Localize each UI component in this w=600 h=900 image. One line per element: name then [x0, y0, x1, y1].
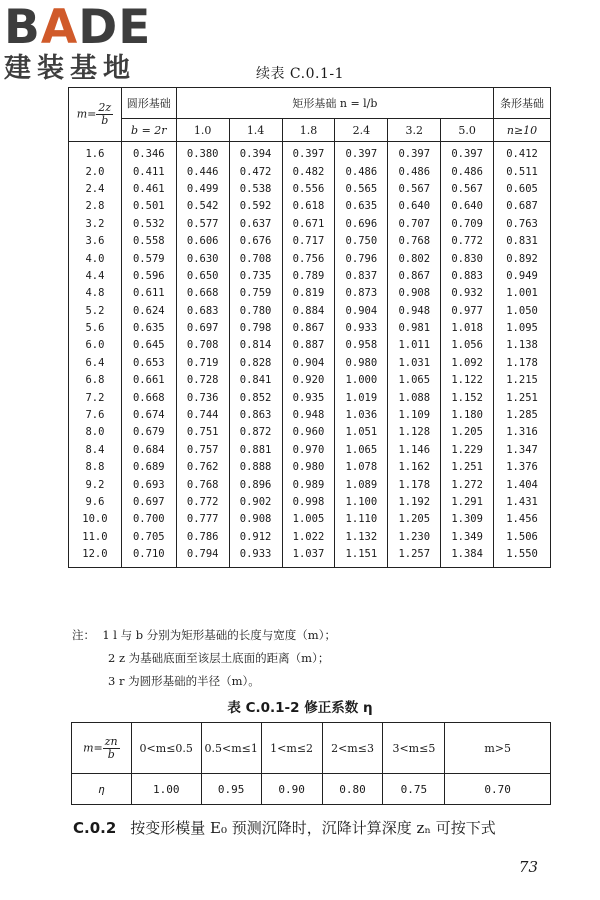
coefficient-cell: 0.567: [388, 181, 441, 198]
coefficient-cell: 0.486: [388, 163, 441, 180]
coefficient-cell: 1.022: [282, 529, 335, 546]
coefficient-cell: 0.884: [282, 303, 335, 320]
coefficient-cell: 0.700: [121, 511, 176, 528]
m-value-cell: 8.0: [69, 424, 122, 441]
table-row: [69, 407, 551, 424]
coefficient-cell: 0.828: [229, 355, 282, 372]
eta-value: 0.95: [201, 774, 261, 805]
coefficient-cell: 0.397: [388, 142, 441, 164]
coefficient-cell: 0.596: [121, 268, 176, 285]
coefficient-cell: 0.637: [229, 216, 282, 233]
coefficient-cell: 0.904: [282, 355, 335, 372]
coefficient-cell: 1.285: [494, 407, 551, 424]
coefficient-cell: 0.592: [229, 198, 282, 215]
coefficient-cell: 1.272: [441, 476, 494, 493]
coefficient-cell: 0.501: [121, 198, 176, 215]
coefficient-cell: 0.831: [494, 233, 551, 250]
coefficient-cell: 1.128: [388, 424, 441, 441]
coefficient-cell: 0.412: [494, 142, 551, 164]
coefficient-cell: 0.789: [282, 268, 335, 285]
coefficient-cell: 0.768: [388, 233, 441, 250]
table-row: [69, 459, 551, 476]
coefficient-cell: 0.896: [229, 476, 282, 493]
m-value-cell: 7.6: [69, 407, 122, 424]
m-range-cell: 0<m≤0.5: [131, 723, 201, 774]
coefficient-cell: 0.830: [441, 250, 494, 267]
coefficient-cell: 0.948: [388, 303, 441, 320]
coefficient-cell: 0.618: [282, 198, 335, 215]
coefficient-cell: 0.841: [229, 372, 282, 389]
n-value-header: 3.2: [388, 119, 441, 142]
rect-foundation-header: 矩形基础 n = l/b: [176, 88, 493, 119]
table-notes: [72, 624, 336, 693]
coefficient-cell: 0.958: [335, 337, 388, 354]
coefficient-cell: 0.750: [335, 233, 388, 250]
table-row: [69, 424, 551, 441]
coefficient-cell: 1.051: [335, 424, 388, 441]
coefficient-cell: 0.970: [282, 442, 335, 459]
coefficient-cell: 1.347: [494, 442, 551, 459]
coefficient-cell: 0.630: [176, 250, 229, 267]
m-value-cell: 11.0: [69, 529, 122, 546]
coefficient-cell: 0.668: [176, 285, 229, 302]
note-item: 1 l 与 b 分别为矩形基础的长度与宽度（m）；: [102, 628, 336, 642]
coefficient-cell: 0.759: [229, 285, 282, 302]
table-row: [69, 303, 551, 320]
coefficient-cell: 0.567: [441, 181, 494, 198]
coefficient-cell: 0.935: [282, 389, 335, 406]
table-row: [69, 181, 551, 198]
coefficient-cell: 0.796: [335, 250, 388, 267]
m-value-cell: 8.8: [69, 459, 122, 476]
coefficient-cell: 0.756: [282, 250, 335, 267]
coefficient-cell: 0.397: [282, 142, 335, 164]
coefficient-cell: 0.814: [229, 337, 282, 354]
n-value-header: 1.4: [229, 119, 282, 142]
coefficient-cell: 0.989: [282, 476, 335, 493]
coefficient-cell: 0.411: [121, 163, 176, 180]
m-value-cell: 4.8: [69, 285, 122, 302]
m-value-cell: 8.4: [69, 442, 122, 459]
coefficient-cell: 0.873: [335, 285, 388, 302]
coefficient-cell: 0.708: [176, 337, 229, 354]
coefficient-cell: 0.751: [176, 424, 229, 441]
coefficient-cell: 0.482: [282, 163, 335, 180]
coefficient-cell: 0.912: [229, 529, 282, 546]
coefficient-cell: 1.316: [494, 424, 551, 441]
coefficient-cell: 1.089: [335, 476, 388, 493]
coefficient-cell: 0.671: [282, 216, 335, 233]
coefficient-cell: 1.122: [441, 372, 494, 389]
coefficient-cell: 0.872: [229, 424, 282, 441]
clause-text: 按变形模量 E₀ 预测沉降时，沉降计算深度 zₙ 可按下式: [130, 819, 496, 837]
coefficient-cell: 0.696: [335, 216, 388, 233]
coefficient-cell: 0.605: [494, 181, 551, 198]
coefficient-cell: 0.948: [282, 407, 335, 424]
m-value-cell: 5.6: [69, 320, 122, 337]
coefficient-cell: 1.056: [441, 337, 494, 354]
coefficient-cell: 0.380: [176, 142, 229, 164]
table2-title: 表 C.0.1-2 修正系数 η: [227, 700, 373, 716]
coefficient-cell: 0.798: [229, 320, 282, 337]
coefficient-cell: 0.674: [121, 407, 176, 424]
m-value-cell: 7.2: [69, 389, 122, 406]
coefficient-cell: 0.565: [335, 181, 388, 198]
n-value-header: 2.4: [335, 119, 388, 142]
coefficient-cell: 0.486: [335, 163, 388, 180]
coefficient-cell: 1.109: [388, 407, 441, 424]
coefficient-cell: 0.684: [121, 442, 176, 459]
coefficient-cell: 1.162: [388, 459, 441, 476]
coefficient-cell: 0.624: [121, 303, 176, 320]
m-value-cell: 3.6: [69, 233, 122, 250]
table-row: [69, 198, 551, 215]
coefficient-cell: 1.095: [494, 320, 551, 337]
coefficient-cell: 0.736: [176, 389, 229, 406]
coefficient-cell: 1.110: [335, 511, 388, 528]
m-value-cell: 6.8: [69, 372, 122, 389]
m-value-cell: 6.4: [69, 355, 122, 372]
table-row: [69, 216, 551, 233]
coefficient-cell: 0.998: [282, 494, 335, 511]
coefficient-cell: 1.192: [388, 494, 441, 511]
coefficient-cell: 0.719: [176, 355, 229, 372]
coefficient-cell: 0.786: [176, 529, 229, 546]
coefficient-cell: 1.178: [388, 476, 441, 493]
eta-value: 0.80: [322, 774, 383, 805]
coefficient-cell: 0.511: [494, 163, 551, 180]
coefficient-cell: 0.532: [121, 216, 176, 233]
coefficient-cell: 0.780: [229, 303, 282, 320]
coefficient-cell: 0.394: [229, 142, 282, 164]
coefficient-cell: 1.132: [335, 529, 388, 546]
table-row: [69, 529, 551, 546]
coefficient-cell: 0.577: [176, 216, 229, 233]
coefficient-cell: 0.933: [229, 546, 282, 568]
table-row: [69, 320, 551, 337]
coefficient-cell: 0.709: [441, 216, 494, 233]
coefficient-cell: 0.762: [176, 459, 229, 476]
coefficient-cell: 0.852: [229, 389, 282, 406]
coefficient-cell: 0.676: [229, 233, 282, 250]
coefficient-cell: 0.640: [441, 198, 494, 215]
coefficient-cell: 0.772: [441, 233, 494, 250]
coefficient-cell: 0.837: [335, 268, 388, 285]
coefficient-cell: 1.000: [335, 372, 388, 389]
clause-c02: [73, 817, 496, 838]
n-value-header: 1.8: [282, 119, 335, 142]
eta-label: η: [72, 774, 132, 805]
coefficient-cell: 0.653: [121, 355, 176, 372]
coefficient-cell: 0.693: [121, 476, 176, 493]
coefficient-cell: 0.645: [121, 337, 176, 354]
coefficient-cell: 0.558: [121, 233, 176, 250]
coefficient-cell: 0.499: [176, 181, 229, 198]
settlement-coefficient-table: [68, 87, 551, 568]
coefficient-cell: 0.960: [282, 424, 335, 441]
t2-m-header: m= $\frac{zn}{b}$: [72, 723, 132, 774]
eta-value: 0.70: [445, 774, 551, 805]
coefficient-cell: 1.251: [494, 389, 551, 406]
coefficient-cell: 0.980: [282, 459, 335, 476]
coefficient-cell: 1.146: [388, 442, 441, 459]
coefficient-cell: 1.291: [441, 494, 494, 511]
coefficient-cell: 0.556: [282, 181, 335, 198]
coefficient-cell: 0.757: [176, 442, 229, 459]
coefficient-cell: 1.431: [494, 494, 551, 511]
coefficient-cell: 1.078: [335, 459, 388, 476]
coefficient-cell: 1.005: [282, 511, 335, 528]
strip-foundation-header: 条形基础: [494, 88, 551, 119]
coefficient-cell: 1.384: [441, 546, 494, 568]
m-value-cell: 2.4: [69, 181, 122, 198]
table-row: [69, 233, 551, 250]
coefficient-cell: 1.065: [388, 372, 441, 389]
table-row: [69, 476, 551, 493]
coefficient-cell: 0.867: [282, 320, 335, 337]
correction-factor-table: [71, 722, 551, 805]
coefficient-cell: 0.542: [176, 198, 229, 215]
eta-value: 0.75: [383, 774, 445, 805]
coefficient-cell: 0.687: [494, 198, 551, 215]
m-value-cell: 6.0: [69, 337, 122, 354]
coefficient-cell: 1.178: [494, 355, 551, 372]
coefficient-cell: 0.708: [229, 250, 282, 267]
m-value-cell: 9.2: [69, 476, 122, 493]
coefficient-cell: 0.705: [121, 529, 176, 546]
m-ratio-header: m= $\frac{2z}{b}$: [69, 88, 122, 142]
coefficient-cell: 0.346: [121, 142, 176, 164]
coefficient-cell: 0.981: [388, 320, 441, 337]
coefficient-cell: 0.728: [176, 372, 229, 389]
coefficient-cell: 1.215: [494, 372, 551, 389]
coefficient-cell: 0.472: [229, 163, 282, 180]
clause-number: C.0.2: [73, 819, 117, 837]
table-row: [69, 372, 551, 389]
coefficient-cell: 0.933: [335, 320, 388, 337]
coefficient-cell: 0.881: [229, 442, 282, 459]
coefficient-cell: 1.001: [494, 285, 551, 302]
coefficient-cell: 0.717: [282, 233, 335, 250]
coefficient-cell: 0.661: [121, 372, 176, 389]
table-row: [69, 163, 551, 180]
coefficient-cell: 0.640: [388, 198, 441, 215]
circle-sub-header: b = 2r: [121, 119, 176, 142]
coefficient-cell: 0.819: [282, 285, 335, 302]
coefficient-cell: 1.230: [388, 529, 441, 546]
m-range-cell: 0.5<m≤1: [201, 723, 261, 774]
table-row: [69, 142, 551, 164]
coefficient-cell: 0.611: [121, 285, 176, 302]
m-value-cell: 5.2: [69, 303, 122, 320]
coefficient-cell: 1.205: [388, 511, 441, 528]
table-row: [69, 389, 551, 406]
coefficient-cell: 0.892: [494, 250, 551, 267]
table1-body: [69, 142, 551, 568]
strip-sub-header: n≥10: [494, 119, 551, 142]
m-value-cell: 12.0: [69, 546, 122, 568]
coefficient-cell: 0.735: [229, 268, 282, 285]
coefficient-cell: 1.257: [388, 546, 441, 568]
coefficient-cell: 1.152: [441, 389, 494, 406]
coefficient-cell: 1.456: [494, 511, 551, 528]
coefficient-cell: 0.902: [229, 494, 282, 511]
coefficient-cell: 1.180: [441, 407, 494, 424]
coefficient-cell: 1.050: [494, 303, 551, 320]
table-row: [69, 442, 551, 459]
coefficient-cell: 1.018: [441, 320, 494, 337]
coefficient-cell: 0.777: [176, 511, 229, 528]
coefficient-cell: 0.794: [176, 546, 229, 568]
coefficient-cell: 0.920: [282, 372, 335, 389]
n-value-header: 1.0: [176, 119, 229, 142]
coefficient-cell: 0.932: [441, 285, 494, 302]
coefficient-cell: 1.376: [494, 459, 551, 476]
circle-foundation-header: 圆形基础: [121, 88, 176, 119]
coefficient-cell: 1.205: [441, 424, 494, 441]
coefficient-cell: 1.138: [494, 337, 551, 354]
m-range-cell: 3<m≤5: [383, 723, 445, 774]
coefficient-cell: 1.092: [441, 355, 494, 372]
coefficient-cell: 0.977: [441, 303, 494, 320]
coefficient-cell: 0.763: [494, 216, 551, 233]
coefficient-cell: 0.579: [121, 250, 176, 267]
table-row: [69, 250, 551, 267]
coefficient-cell: 1.031: [388, 355, 441, 372]
coefficient-cell: 0.486: [441, 163, 494, 180]
page-number: 73: [518, 858, 538, 876]
coefficient-cell: 0.635: [121, 320, 176, 337]
coefficient-cell: 0.887: [282, 337, 335, 354]
coefficient-cell: 0.744: [176, 407, 229, 424]
coefficient-cell: 0.697: [121, 494, 176, 511]
table-row: [69, 285, 551, 302]
m-value-cell: 2.8: [69, 198, 122, 215]
coefficient-cell: 0.697: [176, 320, 229, 337]
m-value-cell: 10.0: [69, 511, 122, 528]
note-item: 2 z 为基础底面至该层土底面的距离（m）；: [108, 651, 330, 665]
coefficient-cell: 1.011: [388, 337, 441, 354]
coefficient-cell: 0.650: [176, 268, 229, 285]
coefficient-cell: 1.550: [494, 546, 551, 568]
coefficient-cell: 0.863: [229, 407, 282, 424]
table-row: [69, 355, 551, 372]
coefficient-cell: 0.683: [176, 303, 229, 320]
n-value-header: 5.0: [441, 119, 494, 142]
coefficient-cell: 1.036: [335, 407, 388, 424]
notes-label: 注：: [72, 628, 95, 642]
coefficient-cell: 0.689: [121, 459, 176, 476]
coefficient-cell: 1.037: [282, 546, 335, 568]
coefficient-cell: 0.949: [494, 268, 551, 285]
m-range-cell: 2<m≤3: [322, 723, 383, 774]
eta-value: 1.00: [131, 774, 201, 805]
coefficient-cell: 1.229: [441, 442, 494, 459]
coefficient-cell: 1.506: [494, 529, 551, 546]
logo-brand: BADE: [4, 0, 152, 55]
coefficient-cell: 1.088: [388, 389, 441, 406]
table-row: [69, 511, 551, 528]
coefficient-cell: 0.461: [121, 181, 176, 198]
coefficient-cell: 0.606: [176, 233, 229, 250]
note-item: 3 r 为圆形基础的半径（m）。: [108, 674, 260, 688]
table-row: [69, 546, 551, 568]
logo-subtitle: 建装基地: [4, 53, 136, 84]
coefficient-cell: 0.397: [441, 142, 494, 164]
coefficient-cell: 1.100: [335, 494, 388, 511]
coefficient-cell: 0.980: [335, 355, 388, 372]
coefficient-cell: 0.446: [176, 163, 229, 180]
table1-title: 续表 C.0.1-1: [255, 66, 344, 82]
coefficient-cell: 0.908: [229, 511, 282, 528]
m-value-cell: 4.4: [69, 268, 122, 285]
coefficient-cell: 0.768: [176, 476, 229, 493]
m-value-cell: 2.0: [69, 163, 122, 180]
coefficient-cell: 1.309: [441, 511, 494, 528]
table-row: [69, 337, 551, 354]
coefficient-cell: 0.908: [388, 285, 441, 302]
coefficient-cell: 1.404: [494, 476, 551, 493]
coefficient-cell: 0.710: [121, 546, 176, 568]
coefficient-cell: 0.904: [335, 303, 388, 320]
m-value-cell: 1.6: [69, 142, 122, 164]
coefficient-cell: 0.668: [121, 389, 176, 406]
coefficient-cell: 0.883: [441, 268, 494, 285]
coefficient-cell: 1.019: [335, 389, 388, 406]
m-value-cell: 3.2: [69, 216, 122, 233]
table-row: [69, 268, 551, 285]
coefficient-cell: 1.251: [441, 459, 494, 476]
coefficient-cell: 0.802: [388, 250, 441, 267]
m-range-cell: m>5: [445, 723, 551, 774]
coefficient-cell: 0.772: [176, 494, 229, 511]
coefficient-cell: 0.888: [229, 459, 282, 476]
m-value-cell: 9.6: [69, 494, 122, 511]
coefficient-cell: 0.538: [229, 181, 282, 198]
coefficient-cell: 1.151: [335, 546, 388, 568]
coefficient-cell: 1.065: [335, 442, 388, 459]
m-range-cell: 1<m≤2: [261, 723, 322, 774]
coefficient-cell: 0.397: [335, 142, 388, 164]
eta-value: 0.90: [261, 774, 322, 805]
coefficient-cell: 0.635: [335, 198, 388, 215]
table-row: [69, 494, 551, 511]
coefficient-cell: 0.679: [121, 424, 176, 441]
m-value-cell: 4.0: [69, 250, 122, 267]
coefficient-cell: 0.707: [388, 216, 441, 233]
coefficient-cell: 1.349: [441, 529, 494, 546]
coefficient-cell: 0.867: [388, 268, 441, 285]
